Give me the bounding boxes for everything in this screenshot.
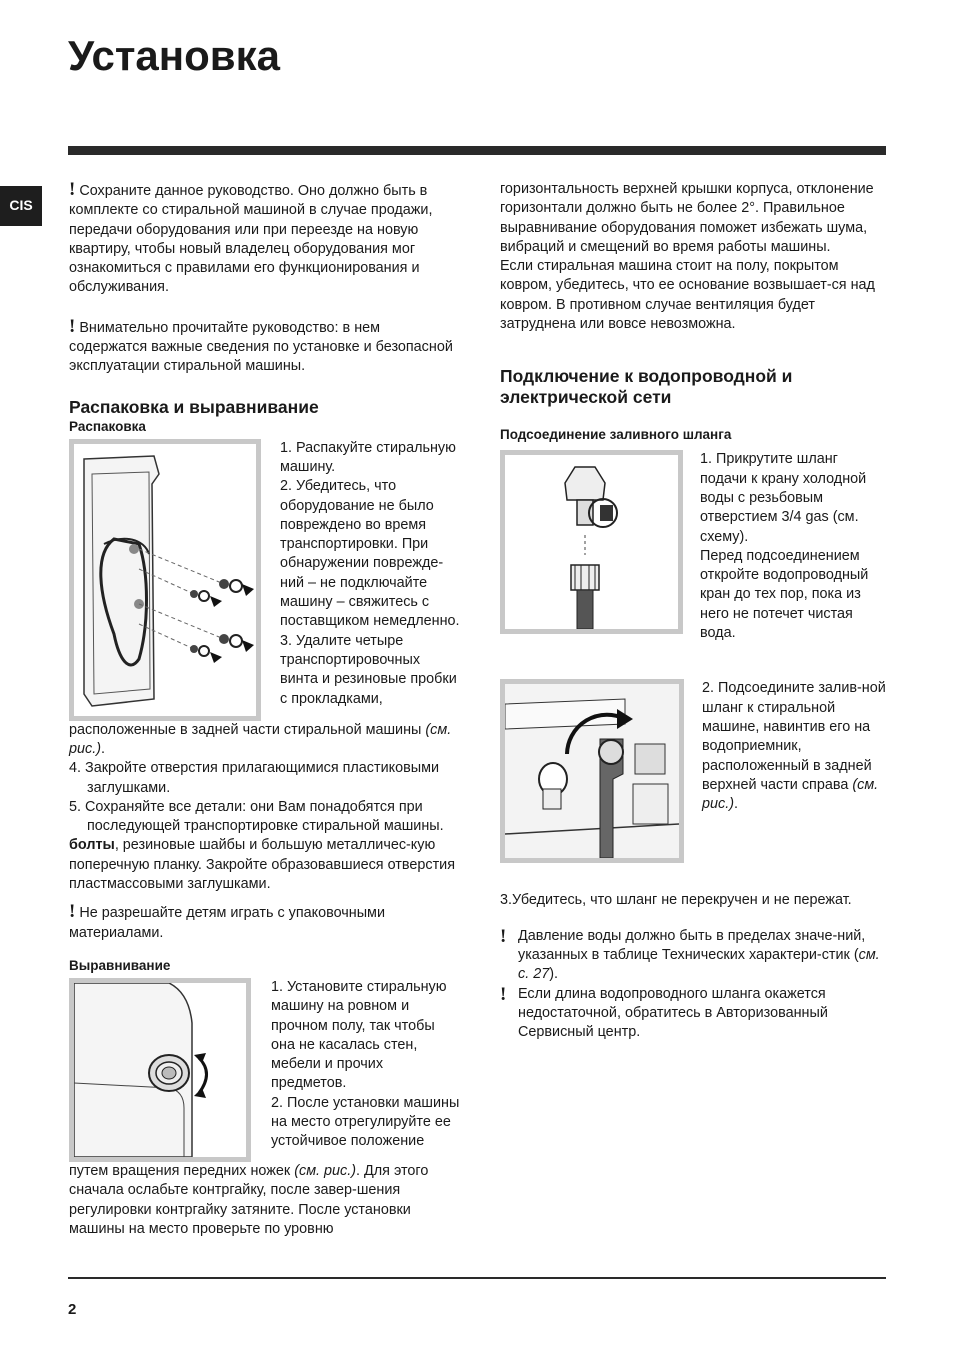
language-tab: CIS [0,186,42,226]
hose-step-1: 1. Прикрутите шланг подачи к крану холодной воды с резьбовым отверстием 3/4 gas (см. схему). [700,451,867,545]
hose-step-3: 3.Убедитесь, что шланг не перекручен и не пережат. [500,892,852,909]
warning-icon: ! [500,983,507,1005]
subheading-level: Выравнивание [69,957,171,973]
figure-levelling-foot [69,978,251,1162]
footer-rule [68,1277,886,1279]
unpack-step-3: 3. Удалите четыре транспортировочных винта и резиновые пробки с прокладками, [280,632,457,707]
page-title: Установка [68,32,280,79]
subheading-inlet-hose: Подсоединение заливного шланга [500,427,732,443]
hose-step-2: 2. Подсоедините залив-ной шланг к стиральной машине, навинтив его на водоприемник, расположенный в задней верхней части справа (см. рис.). [702,680,886,813]
left-column [69,180,461,1239]
warning-water-pressure: ! Давление воды должно быть в пределах значе-ний, указанных в таблице Технических характери-стик (см. с. 27). [500,925,880,983]
unpack-step-1: 1. Распакуйте стиральную машину. [280,439,456,475]
header-rule [68,146,886,155]
figure-tap-connection [500,450,683,634]
warning-hose-length: ! Если длина водопроводного шланга окажется недостаточной, обратитесь в Авторизованный Сервисный центр. [500,983,828,1041]
warning-icon: ! [69,315,76,337]
subheading-unpack: Распаковка [69,418,146,434]
unpack-step-4: 4. Закройте отверстия прилагающимися пластиковыми заглушками. [69,760,440,796]
level-step-2: 2. После установки машины на место отрегулируйте ее устойчивое положение [271,1094,460,1150]
warning-icon: ! [500,925,507,947]
warning-children: ! Не разрешайте детям играть с упаковочными материалами. [69,901,385,941]
section-unpack-title: Распаковка и выравнивание [69,396,319,417]
warning-icon: ! [69,901,76,923]
level-step-1: 1. Установите стиральную машину на ровном и прочном полу, так чтобы она не касалась стен, мебели и прочих предметов. [271,978,447,1092]
warning-keep-manual: ! Сохраните данное руководство. Оно должно быть в комплекте со стиральной машиной в случае продажи, передачи оборудования или при переезде на новую квартиру, чтобы новый владелец оборудования мог ознакомиться с правилами его функционирования и обслуживания. [69,179,433,296]
warning-read-manual: ! Внимательно прочитайте руководство: в нем содержатся важные сведения по установке и безопасной эксплуатации стиральной машины. [69,315,453,375]
warning-icon: ! [69,179,76,200]
unpack-step-2: 2. Убедитесь, что оборудование не было повреждено во время транспортировки. При обнаружении поврежде-ний – не подключайте машину – свяжитесь с поставщиком немедленно. [280,478,460,630]
level-step-2-continued: путем вращения передних ножек (см. рис.). Для этого сначала ослабьте контргайку, после завер-шения регулировки контргайку затяните. После установки машины на место проверьте по уровню [69,1162,429,1237]
unpack-step-3-continued: расположенные в задней части стиральной машины (см. рис.). [69,721,452,757]
bolts-note: болты, резиновые шайбы и большую металличес-кую поперечную планку. Закройте образовавшиеся отверстия пластмассовыми заглушками. [69,837,455,893]
right-column [500,180,888,1042]
level-continued: горизонтальность верхней крышки корпуса, отклонение горизонтали должно быть не более 2°. Правильное выравнивание оборудования поможет избежать шума, вибраций и смещений во время работы машины. [500,181,874,255]
page-number: 2 [68,1301,77,1318]
figure-transport-bolts [69,439,261,721]
section-connect-title: Подключение к водопроводной и электрической сети [500,366,793,408]
carpet-note: Если стиральная машина стоит на полу, покрытом ковром, убедитесь, что ее основание возвышает-ся над ковром. В противном случае вентиляция будет затруднена или вовсе невозможна. [500,258,875,333]
unpack-step-5: 5. Сохраняйте все детали: они Вам понадобятся при последующей транспортировке стиральной машины. [69,798,444,835]
figure-hose-to-machine [500,679,684,863]
hose-step-1-note: Перед подсоединением откройте водопроводный кран до тех пор, пока из него не потечет чистая вода. [700,547,869,642]
